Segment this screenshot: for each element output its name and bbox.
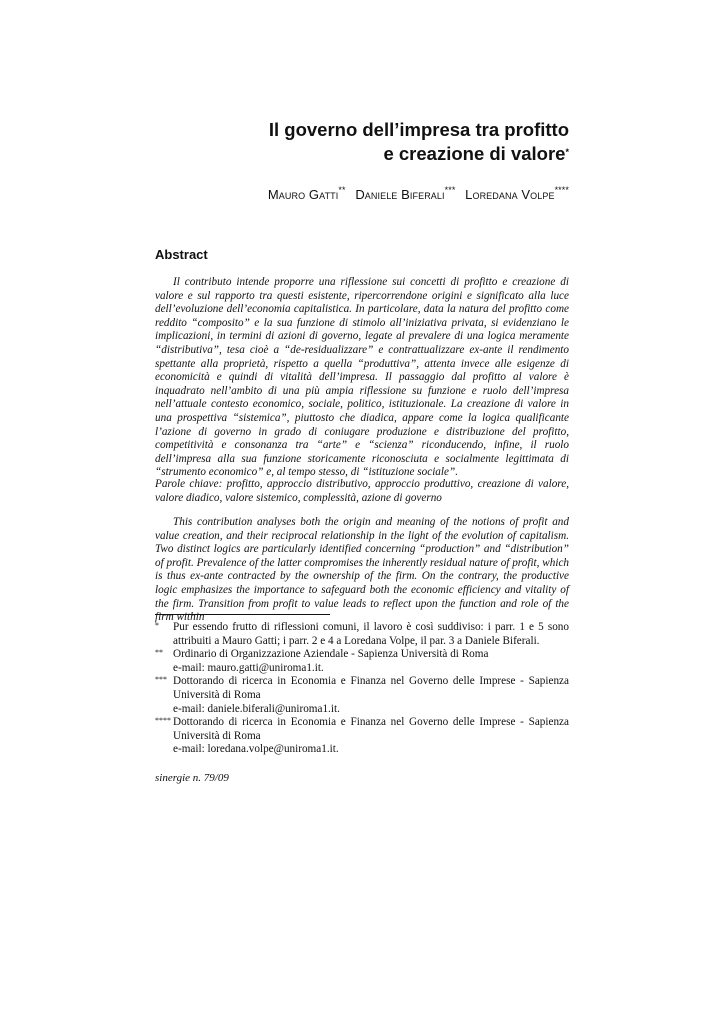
footnote-mark: *** [155, 675, 167, 685]
footnote-line: Pur essendo frutto di riflessioni comuni, il lavoro è così suddiviso: i parr. 1 e 5 sono attribuiti a Mauro Gatti; i parr. 2 e 4 a Loredana Volpe, il par. 3 a Daniele Biferali. [173, 621, 569, 647]
footnote-line: Dottorando di ricerca in Economia e Finanza nel Governo delle Imprese - Sapienza Università di Roma [173, 675, 569, 701]
abstract-italian: Il contributo intende proporre una riflessione sui concetti di profitto e creazione di valore e sul rapporto tra questi esistente, ripercorrendone origini e significato alla luce dell’evoluzione dell’economia capitalistica. In particolare, data la natura del profitto come reddito “composito” e la sua funzione di stimolo all’iniziativa privata, si evidenziano le implicazioni, in termini di azioni di governo, legate al prevalere di una logica meramente “distributiva”, tesa cioè a “de-residualizzare” e contrattualizzare ex-ante il rendimento spettante alla proprietà, rispetto a quella “produttiva”, attenta invece alle esigenze di economicità e quindi di vitalità dell’impresa. Il passaggio dal profitto al valore è inquadrato nell’ambito di una più ampia riflessione su funzione e ruolo dell’impresa nell’attuale contesto economico, sociale, politico, istituzionale. La creazione di valore in una prospettiva “sistemica”, piuttosto che diadica, appare come la logica qualificante l’azione di governo in grado di coniugare produzione e distribuzione del profitto, competitività e consonanza tra “arte” e “scienza” riconducendo, infine, il ruolo dell’impresa alla sua funzione storicamente riconosciuta e socialmente legittimata di “strumento economico” e, al tempo stesso, di “istituzione sociale”. [155, 276, 569, 479]
footnote [155, 716, 569, 757]
footnote-line: Ordinario di Organizzazione Aziendale - Sapienza Università di Roma [173, 648, 489, 661]
footnote [155, 621, 569, 648]
footnote-body [173, 621, 569, 648]
author-3 [465, 187, 569, 202]
footnote-email: e-mail: loredana.volpe@uniroma1.it. [173, 743, 339, 756]
footnote-mark: * [155, 621, 159, 630]
footnote-body [173, 716, 569, 757]
author-mark: ** [338, 185, 346, 195]
author-name: Daniele Biferali [355, 187, 445, 202]
footnote-divider [155, 614, 330, 615]
abstract-english: This contribution analyses both the origin and meaning of the notions of profit and value creation, and their reciprocal relationship in the light of the evolution of capitalism. Two distinct logics are particularly identified concerning “production” and “distribution” of profit. Prevalence of the latter compromises the inherently residual nature of profit, which is thus ex-ante contracted by the ownership of the firm. On the contrary, the productive logic emphasizes the importance to safeguard both the economic efficiency and vitality of the firm. Transition from profit to value leads to reflect upon the function and role of the firm within [155, 516, 569, 624]
title-line-1: Il governo dell’impresa tra profitto [268, 119, 569, 140]
author-1 [268, 187, 346, 202]
title-line-2-text: e creazione di valore [383, 143, 566, 164]
author-2 [355, 187, 455, 202]
keywords: Parole chiave: profitto, approccio distributivo, approccio produttivo, creazione di valore, valore diadico, valore sistemico, complessità, azione di governo [155, 478, 569, 504]
footnote [155, 648, 569, 675]
footnote-email: e-mail: daniele.biferali@uniroma1.it. [173, 702, 340, 715]
footnotes [155, 621, 569, 757]
paper-title [269, 118, 569, 166]
title-note-mark: * [565, 147, 569, 157]
author-mark: **** [554, 185, 569, 195]
footnote-mark: **** [155, 716, 171, 726]
author-name: Loredana Volpe [465, 187, 555, 202]
footnote-mark: ** [155, 648, 163, 658]
footnote-body [173, 675, 569, 716]
author-list [262, 187, 569, 202]
footnote-body [173, 648, 569, 675]
journal-reference: sinergie n. 79/09 [155, 772, 229, 784]
author-mark: *** [444, 185, 456, 195]
author-name: Mauro Gatti [267, 187, 339, 202]
footnote-line: Dottorando di ricerca in Economia e Finanza nel Governo delle Imprese - Sapienza Università di Roma [173, 716, 569, 742]
title-line-2 [269, 142, 569, 166]
abstract-heading: Abstract [155, 247, 208, 262]
footnote-email: e-mail: mauro.gatti@uniroma1.it. [173, 661, 324, 674]
footnote [155, 675, 569, 716]
